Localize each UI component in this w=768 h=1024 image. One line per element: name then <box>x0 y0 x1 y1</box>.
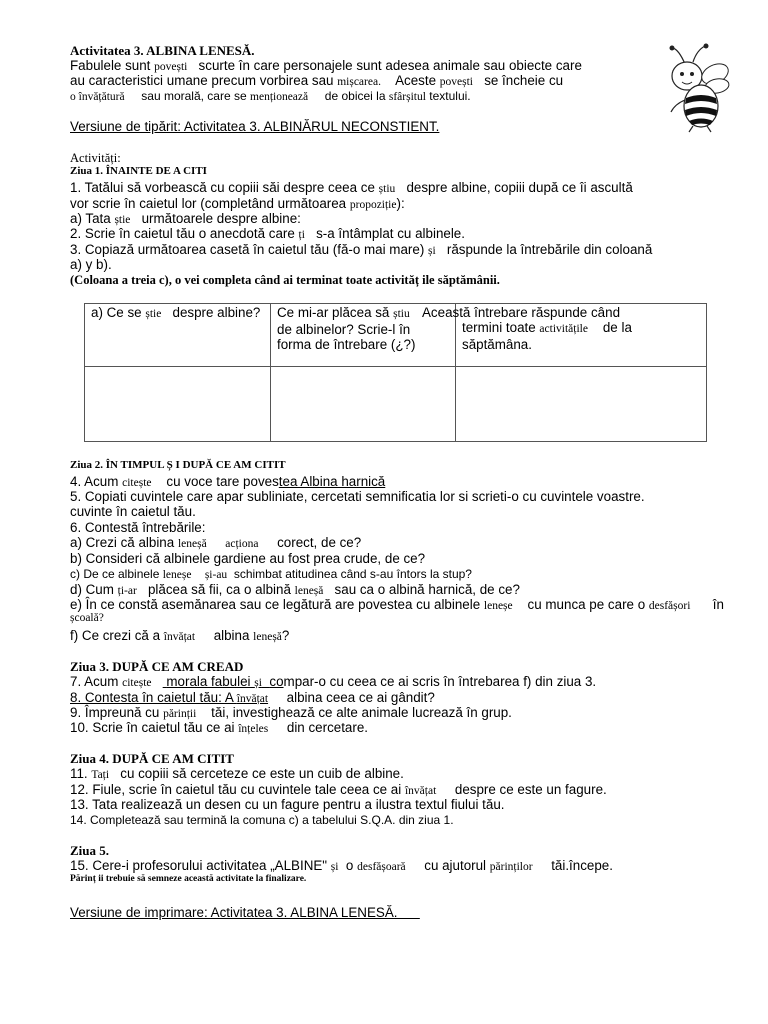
day1-line-7: (Coloana a treia c), o vei completa când ai terminat toate activităț ile săptămânii. <box>70 273 500 287</box>
day4-line-1: 11. Tați cu copiii să cerceteze ce este un cuib de albine. <box>70 766 404 781</box>
print-version-bottom-link[interactable]: Versiune de imprimare: Activitatea 3. ALBINA LENESĂ. <box>70 905 398 920</box>
day2-line-10: școală? <box>70 612 104 624</box>
day5-heading: Ziua 5. <box>70 843 110 858</box>
table-header-row <box>85 304 707 367</box>
table-cell-c[interactable] <box>456 367 707 442</box>
day5-line-2: Părinț ii trebuie să semneze această activitate la finalizare. <box>70 874 307 884</box>
day2-line-11: f) Ce crezi că a învățat albina leneșă? <box>70 628 290 643</box>
intro-line-3: o învățătură sau morală, care se menționează de obicei la sfârșitul textului. <box>70 89 471 103</box>
day1-line-2: vor scrie în caietul lor (completând următoarea propoziție): <box>70 196 405 211</box>
day3-line-1: 7. Acum citește morala fabulei și compar-o cu ceea ce ai scris în întrebarea f) din ziua 3. <box>70 674 597 689</box>
day2-line-2: 5. Copiati cuvintele care apar subliniate, cercetati semnificatia lor si scrieti-o cu cuvintele voastre. <box>70 489 645 504</box>
activity-title: Activitatea 3. ALBINA LENESĂ. <box>70 43 255 58</box>
day1-line-4: 2. Scrie în caietul tău o anecdotă care ți s-a întâmplat cu albinele. <box>70 226 465 241</box>
day3-heading: Ziua 3. DUPĂ CE AM CREAD <box>70 659 244 674</box>
day4-line-2: 12. Fiule, scrie în caietul tău cu cuvintele tale ceea ce ai învățat despre ce este un fagure. <box>70 782 607 797</box>
day2-line-3: cuvinte în caietul tău. <box>70 504 196 519</box>
day1-line-5: 3. Copiază următoarea casetă în caietul tău (fă-o mai mare) și răspunde la întrebările din coloană <box>70 242 653 257</box>
sqa-table <box>84 303 707 442</box>
print-version-top-link[interactable]: Versiune de tipărit: Activitatea 3. ALBINĂRUL NECONSTIENT. <box>70 119 440 134</box>
bee-illustration <box>655 42 737 134</box>
day2-line-1: 4. Acum citește cu voce tare povestea Albina harnică <box>70 474 386 489</box>
day2-line-9: e) În ce constă asemănarea sau ce legătură are povestea cu albinele leneșe cu munca pe care o desfășori în <box>70 597 724 612</box>
day2-line-6: b) Consideri că albinele gardiene au fost prea crude, de ce? <box>70 551 426 566</box>
day2-line-7: c) De ce albinele leneșe și-au schimbat atitudinea când s-au întors la stup? <box>70 567 472 581</box>
day4-heading: Ziua 4. DUPĂ CE AM CITIT <box>70 751 234 766</box>
day2-line-4: 6. Contestă întrebările: <box>70 520 206 535</box>
table-col-b-header: Ce mi-ar plăcea să știu de albinelor? Scrie-l în forma de întrebare (¿?) <box>271 304 456 367</box>
day3-line-2: 8. Contesta în caietul tău: A învățat albina ceea ce ai gândit? <box>70 690 435 705</box>
table-cell-a[interactable] <box>85 367 271 442</box>
table-cell-b[interactable] <box>271 367 456 442</box>
table-answer-row <box>85 367 707 442</box>
day1-heading: Ziua 1. ÎNAINTE DE A CITI <box>70 165 207 177</box>
day5-line-1: 15. Cere-i profesorului activitatea „ALBINE" și o desfășoară cu ajutorul părinților tăi.începe. <box>70 858 613 873</box>
intro-line-2: au caracteristici umane precum vorbirea sau mișcarea. Aceste povești se încheie cu <box>70 73 564 88</box>
day1-line-1: 1. Tatălui să vorbească cu copiii săi despre ceea ce știu despre albine, copiii după ce îi ascultă <box>70 180 633 195</box>
intro-line-1: Fabulele sunt povești scurte în care personajele sunt adesea animale sau obiecte care <box>70 58 582 73</box>
day1-line-6: a) y b). <box>70 257 112 272</box>
table-col-c-header: Această întrebare răspunde când termini toate activitățile de la săptămâna. <box>456 304 707 367</box>
day4-line-3: 13. Tata realizează un desen cu un fagure pentru a ilustra textul fiului tău. <box>70 797 505 812</box>
day3-line-4: 10. Scrie în caietul tău ce ai înțeles din cercetare. <box>70 720 369 735</box>
day2-line-5: a) Crezi că albina leneșă acționa corect, de ce? <box>70 535 362 550</box>
day1-line-3: a) Tata știe următoarele despre albine: <box>70 211 301 226</box>
day2-heading: Ziua 2. ÎN TIMPUL Ș I DUPĂ CE AM CITIT <box>70 459 286 471</box>
table-col-a-header: a) Ce se știe despre albine? <box>85 304 271 367</box>
activities-label: Activități: <box>70 151 121 165</box>
day3-line-3: 9. Împreună cu părinții tăi, investighează ce alte animale lucrează în grup. <box>70 705 512 720</box>
day2-line-8: d) Cum ți-ar plăcea să fii, ca o albină leneșă sau ca o albină harnică, de ce? <box>70 582 520 597</box>
day4-line-4: 14. Completează sau termină la comuna c) a tabelului S.Q.A. din ziua 1. <box>70 813 454 827</box>
